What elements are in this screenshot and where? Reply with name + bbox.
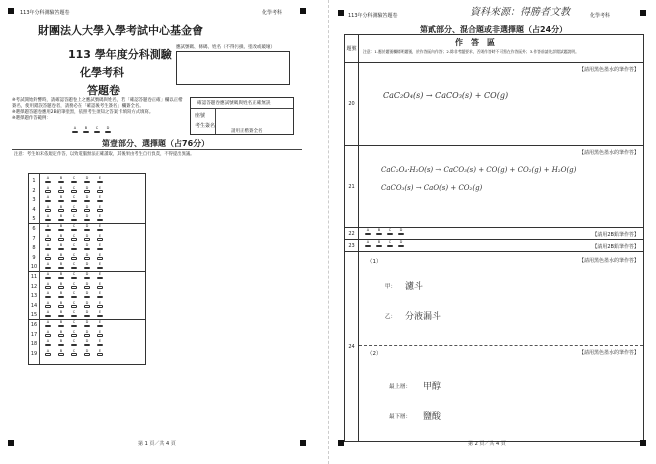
answer-bubble[interactable]: E [95,311,105,317]
multiple-choice-grid [28,173,146,365]
question-number: 15 [30,312,38,319]
question-row [29,176,145,186]
col-number-header: 題號 [345,35,359,62]
question-number: 5 [32,216,36,223]
question-number: 22 [345,228,359,239]
answer-bubble[interactable]: B [56,321,66,327]
header-subject: 化學考科 [262,10,283,16]
answer-bubble[interactable]: E [95,283,105,289]
answer-bubble[interactable]: B [56,244,66,250]
question-row [29,234,145,244]
answer-bubble[interactable]: D [82,206,92,212]
answer-bubble[interactable]: B [56,215,66,221]
question-number: 6 [32,226,36,232]
answer-bubble[interactable]: A [43,235,53,241]
answer-bubble[interactable]: E [95,235,105,241]
pen-instruction: 【請用黑色墨水的筆作答】 [578,150,639,156]
answer-bubble[interactable]: D [82,292,92,298]
answer-bubble[interactable]: C [69,340,79,346]
seat-label: 座號 [195,113,206,119]
answer-row-23: 23 A B C D 【請用2B鉛筆作答】 [345,240,643,252]
question-number: 19 [30,350,38,357]
answer-bubble[interactable]: A [43,187,53,193]
answer-bubble[interactable]: D [82,187,92,193]
question-number: 16 [30,322,38,328]
note-1: ※考試開始鈴響時，請確認答題卷上之應試號碼與姓名，若「確認答題卷正確」欄以正楷簽名，使用錯誤答題卷者，請務必在「確認後考生簽名」欄簽全名。 [12,98,183,109]
question-row [29,349,145,359]
answer-row-22: 22 A B C D 【請用2B鉛筆作答】 [345,228,643,240]
yi-label: 乙： [385,314,397,320]
registration-mark [640,10,646,16]
registration-mark [8,440,14,446]
jia-answer: 濾斗 [405,282,424,292]
answer-bubble[interactable]: D [82,263,92,269]
answer-bubble[interactable]: C [69,225,79,231]
answer-bubble[interactable]: B [56,273,66,279]
answer-bubble[interactable]: B [56,302,66,308]
answer-bubble[interactable]: A [43,196,53,202]
answer-bubble[interactable]: C [69,177,79,183]
note-3: ※選擇題作答範例： [12,116,51,121]
question-number: 2 [32,187,36,194]
answer-bubble[interactable]: A [43,292,53,298]
note-2: ※選擇題答題卷應用2B鉛筆塗黑，依照考生須知之答案卡填寫方式填寫。 [12,110,154,115]
registration-mark [8,8,14,14]
answer-sheet-page-1: 113年分科測驗答題卷 化學考科 財團法人大學入學考試中心基金會 113 學年度分科測驗 化學考科 答題卷 應試號碼、條碼、姓名（不得污損、塗改或破壞） 確認答題卷應試號碼與姓名正確無誤 座號 考生簽名 請用正楷簽全名 ※考試開始鈴響時，請確認答題卷上之應試號碼與姓名，若「確認答題卷正確」欄以正楷簽名，使用錯誤答題卷者，請務必在「確認後考生簽名」欄簽全名。 ※選擇題答題卷應用2B鉛筆塗黑，依照考生須知之答案卡填寫方式填寫。 ※選擇題作答範例： A B C D 第壹部分、選擇題（占76分） 注意：考生如未依規定作答，以致電腦無法正確讀取，其後果由考生自行負責，不得提出異議。 1 A B C D E 2 A B C D E 3 A B C D E 4 A B C D E 5 A B C D E 6 A B C D E 7 A B C D E 8 A B C D E 9 A B C D E 10 A B C D E 11 A B C D E 12 A B C D E 13 A B C D E 14 A B C D E 15 A B C D E 16 A B C D E 17 A B C D E 18 A B C D E 19 A B C D E 第 1 頁／共 4 頁 [0,0,322,464]
answer-bubble[interactable]: D [82,177,92,183]
question-number: 17 [30,331,38,338]
yi-answer: 分液漏斗 [405,312,442,322]
answer-bubble[interactable]: D [82,254,92,260]
pen-instruction: 【請用黑色墨水的筆作答】 [578,67,639,73]
answer-bubble[interactable]: D [82,244,92,250]
answer-row-21 [345,146,643,228]
pen-instruction: 【請用黑色墨水的筆作答】 [578,258,639,264]
header-subject: 化學考科 [590,13,611,19]
answer-bubble[interactable]: C [69,206,79,212]
part-1-label: （1） [367,259,382,265]
answer-bubble[interactable]: A [43,263,53,269]
subject-title: 化學考科 [80,66,124,79]
question-number: 18 [30,341,38,348]
handwritten-equation-2: CaCO₃(s) → CaO(s) + CO₂(g) [381,184,483,192]
sheet-title: 答題卷 [87,84,120,97]
org-name: 財團法人大學入學考試中心基金會 [38,24,203,37]
handwritten-equation: CaC₂O₄(s) → CaCO₃(s) + CO(g) [383,91,509,100]
question-row [29,195,145,205]
pen-instruction: 【請用黑色墨水的筆作答】 [578,350,639,356]
header-label: 113年分科測驗答題卷 [20,10,70,16]
answer-bubble[interactable]: A [43,302,53,308]
id-barcode-box [176,51,290,85]
answer-bubble[interactable]: D [82,225,92,231]
answer-bubble[interactable]: C [69,311,79,317]
question-number: 20 [345,63,359,145]
question-row [29,339,145,349]
question-number: 14 [30,302,38,309]
answer-bubble[interactable]: A [43,311,53,317]
answer-bubble[interactable]: E [95,196,105,202]
answer-row-24 [345,252,643,441]
answer-bubble[interactable]: A [43,244,53,250]
answer-bubble[interactable]: C [69,283,79,289]
answer-bubble[interactable]: E [95,273,105,279]
question-row [29,205,145,215]
answer-bubble[interactable]: B [56,263,66,269]
answer-bubble[interactable]: B [56,187,66,193]
registration-mark [300,440,306,446]
answer-bubble[interactable]: D [82,215,92,221]
question-number: 24 [345,252,359,441]
answer-bubble[interactable]: C [69,302,79,308]
answer-bubble[interactable]: E [95,254,105,260]
question-row [29,291,145,301]
jia-label: 甲： [385,284,397,290]
question-number: 3 [32,197,36,204]
answer-bubble[interactable]: D [82,340,92,346]
col-answer-header: 作 答 區 [455,38,495,47]
col-note: 注意：1.應於題號欄標明題號，於作答區內作答；2.除非考題要求，否則作答時不可寫在作答區外；3.作答前請先詳閱試題說明。 [363,49,579,54]
part-2-label: （2） [367,351,382,357]
answer-bubble[interactable]: B [56,311,66,317]
answer-bubble[interactable]: B [56,177,66,183]
top-layer-label: 最上層： [389,384,412,390]
answer-bubble[interactable]: A [43,331,53,337]
answer-row-20 [345,63,643,146]
id-box-label: 應試號碼、條碼、姓名（不得污損、塗改或破壞） [176,45,275,50]
question-row [29,253,145,263]
question-number: 21 [345,146,359,227]
answer-bubble[interactable]: E [95,225,105,231]
answer-bubble[interactable]: C [69,187,79,193]
answer-bubble[interactable]: C [69,215,79,221]
answer-bubble[interactable]: E [95,292,105,298]
pencil-instruction: 【請用2B鉛筆作答】 [592,244,639,250]
confirm-label: 確認答題卷應試號碼與姓名正確無誤 [197,101,271,106]
answer-bubble[interactable]: A [43,350,53,356]
section2-title: 第貳部分、混合題或非選擇題（占24分） [420,25,568,34]
answer-bubble[interactable]: B [56,283,66,289]
question-row [29,243,145,253]
sign-hint: 請用正楷簽全名 [231,129,263,134]
answer-bubble[interactable]: C [69,254,79,260]
answer-bubble[interactable]: D [82,321,92,327]
question-number: 10 [30,264,38,271]
answer-bubble[interactable]: E [95,244,105,250]
question-row [29,282,145,292]
handwritten-equation-1: CaC₂O₄·H₂O(s) → CaCO₃(s) + CO(g) + CO₂(g) + H₂O(g) [381,166,577,174]
table-header-row [345,35,643,63]
signer-label: 考生簽名 [195,123,216,129]
answer-bubble[interactable]: D [82,350,92,356]
bottom-layer-label: 最下層： [389,414,412,420]
question-number: 4 [32,206,36,213]
answer-bubble[interactable]: B [56,206,66,212]
answer-bubble[interactable]: E [95,340,105,346]
answer-bubble[interactable]: A [43,273,53,279]
answer-bubble[interactable]: C [69,331,79,337]
answer-bubble[interactable]: B [56,235,66,241]
answer-bubble[interactable]: C [69,263,79,269]
registration-mark [338,440,344,446]
answer-bubble[interactable]: E [95,350,105,356]
exam-title: 113 學年度分科測驗 [68,48,172,61]
question-number: 9 [32,254,36,261]
answer-bubble[interactable]: E [95,263,105,269]
answer-bubble[interactable]: D [82,302,92,308]
question-row [29,186,145,196]
question-number: 23 [345,240,359,251]
registration-mark [300,8,306,14]
question-row [29,330,145,340]
page-footer: 第 2 頁／共 4 頁 [468,441,506,447]
answer-bubble[interactable]: C [69,235,79,241]
answer-bubble[interactable]: A [43,254,53,260]
answer-bubble[interactable]: C [69,292,79,298]
registration-mark [338,10,344,16]
answer-bubble[interactable]: D [82,331,92,337]
section1-note: 注意：考生如未依規定作答，以致電腦無法正確讀取，其後果由考生自行負責，不得提出異議。 [14,152,195,157]
question-number: 1 [32,178,36,184]
answer-bubble[interactable]: B [56,225,66,231]
answer-bubble[interactable]: E [95,187,105,193]
question-number: 11 [30,274,38,280]
exam-notes [12,98,184,122]
answer-bubble[interactable]: A [43,321,53,327]
answer-bubble[interactable]: D [82,311,92,317]
question-row [29,224,145,234]
registration-mark [640,440,646,446]
answer-bubble[interactable]: C [69,196,79,202]
handwritten-source-note: 資科來源：得勝者文教 [470,7,570,18]
answer-bubble[interactable]: E [95,331,105,337]
answer-bubble[interactable]: C [69,244,79,250]
answer-bubble[interactable]: C [69,350,79,356]
number-column-divider [39,174,40,364]
answer-bubble[interactable]: A [43,283,53,289]
bottom-layer-answer: 鹽酸 [423,412,442,422]
answer-bubble[interactable]: E [95,206,105,212]
answer-bubble[interactable]: B [56,331,66,337]
answer-bubble[interactable]: E [95,177,105,183]
answer-bubble[interactable]: E [95,321,105,327]
written-answer-table [344,34,644,442]
answer-bubble[interactable]: A [43,215,53,221]
answer-bubble[interactable]: B [56,196,66,202]
answer-bubble[interactable]: B [56,350,66,356]
page-footer: 第 1 頁／共 4 頁 [138,441,176,447]
header-label: 113年分科測驗答題卷 [348,13,398,19]
identity-confirm-box [190,97,294,135]
answer-sheet-page-2 [334,0,656,464]
question-row [29,320,145,330]
page-gutter [328,0,329,464]
answer-bubble[interactable]: D [82,283,92,289]
question-number: 8 [32,245,36,252]
answer-bubble[interactable]: A [43,177,53,183]
answer-bubble[interactable]: A [43,206,53,212]
answer-bubble[interactable]: B [56,340,66,346]
pencil-instruction: 【請用2B鉛筆作答】 [592,232,639,238]
question-number: 13 [30,293,38,300]
answer-bubble[interactable]: C [69,321,79,327]
answer-bubble[interactable]: A [43,225,53,231]
answer-bubble[interactable]: E [95,302,105,308]
top-layer-answer: 甲醇 [423,382,442,392]
answer-bubble[interactable]: A [43,340,53,346]
question-row [29,301,145,311]
answer-bubble[interactable]: B [56,254,66,260]
answer-bubble[interactable]: C [69,273,79,279]
answer-bubble[interactable]: D [82,235,92,241]
question-number: 7 [32,235,36,242]
question-row [29,272,145,282]
answer-bubble[interactable]: D [82,273,92,279]
section1-title: 第壹部分、選擇題（占76分） [102,139,210,148]
answer-bubble[interactable]: E [95,215,105,221]
question-number: 12 [30,283,38,290]
answer-bubble[interactable]: B [56,292,66,298]
answer-bubble[interactable]: D [82,196,92,202]
